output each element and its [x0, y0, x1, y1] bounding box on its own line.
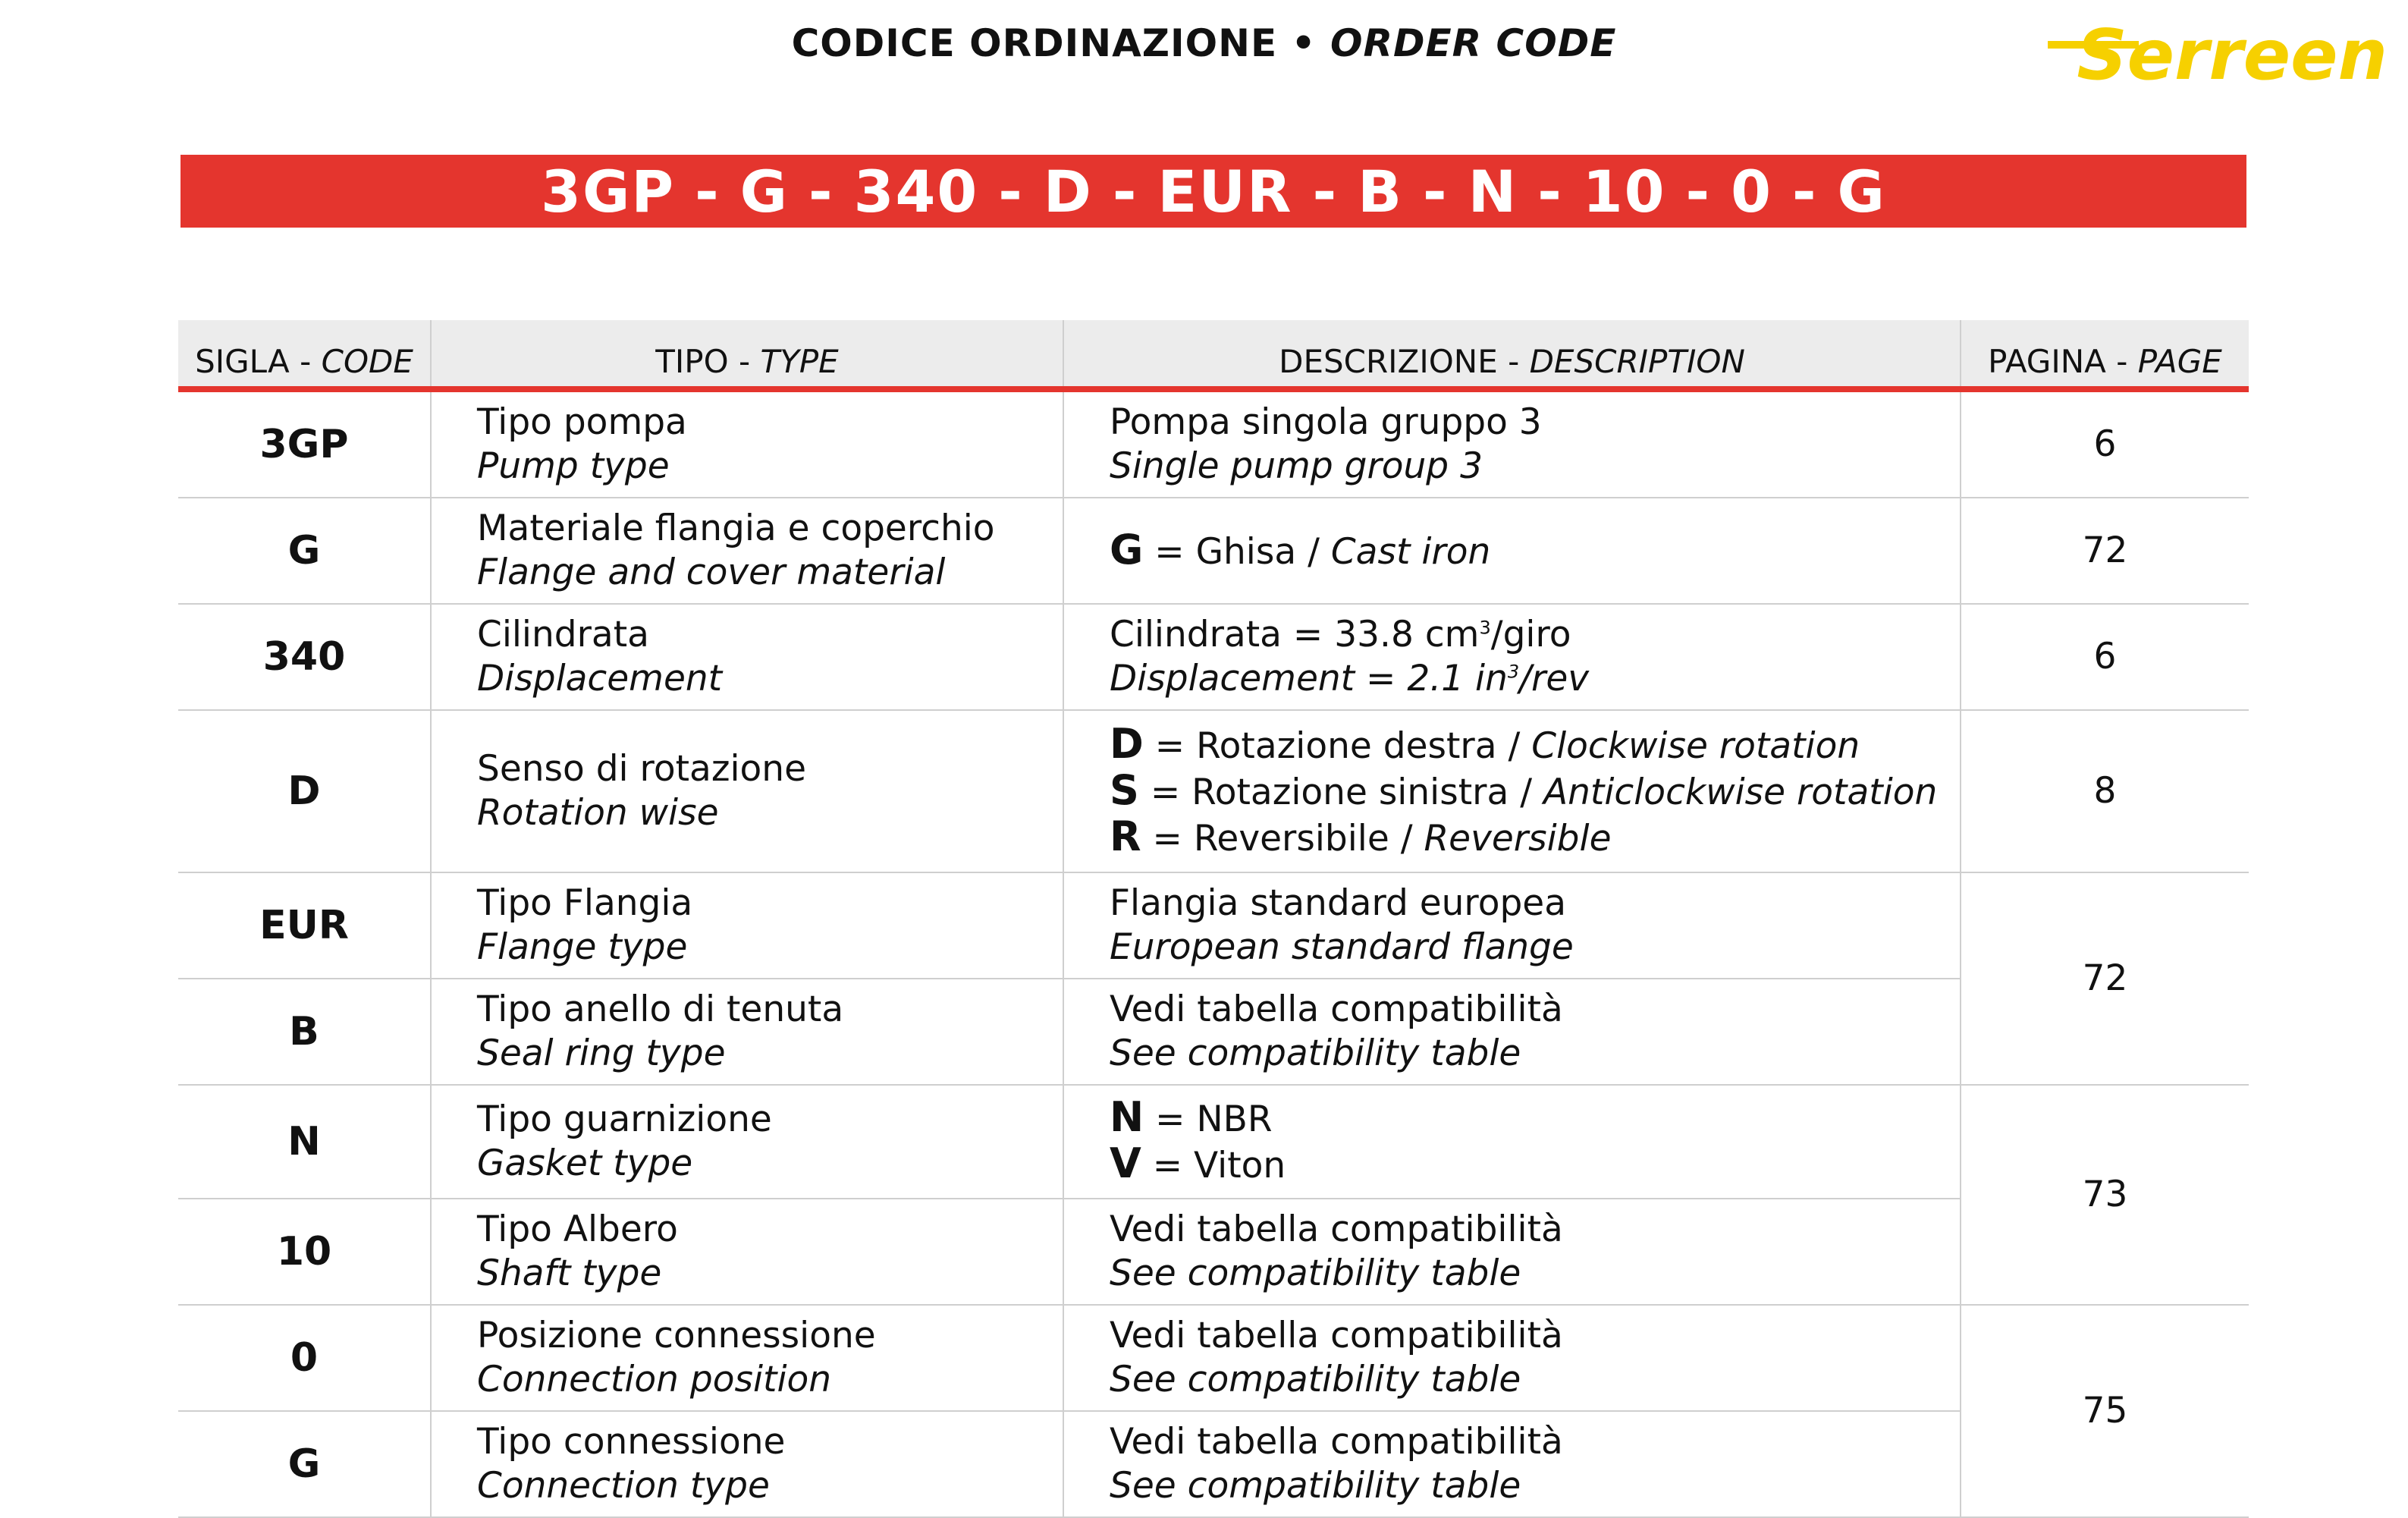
row-code: N: [178, 1085, 431, 1199]
row-type: Posizione connessione Connection position: [431, 1305, 1063, 1411]
row-type: Tipo connessione Connection type: [431, 1411, 1063, 1517]
row-code: 0: [178, 1305, 431, 1411]
table-row: [178, 1305, 2249, 1411]
code-separator: -: [1685, 157, 1712, 225]
row-description: G = Ghisa / Cast iron: [1063, 498, 1961, 604]
code-segment: D: [1043, 157, 1093, 225]
table-row: [178, 604, 2249, 710]
option-line: D = Rotazione destra / Clockwise rotation: [1110, 719, 1860, 768]
title-english: ORDER CODE: [1330, 21, 1617, 65]
row-description: Flangia standard europea European standard flange: [1063, 872, 1961, 979]
table-row: [178, 1411, 2249, 1517]
row-type: Tipo Albero Shaft type: [431, 1199, 1063, 1305]
option-line: V = Viton: [1110, 1139, 1286, 1187]
row-description: [1063, 1085, 1961, 1199]
row-page: 6: [1961, 604, 2249, 710]
code-segment: G: [739, 157, 790, 225]
row-description: Cilindrata = 33.8 $cm^3$/giro Displacement = 2.1 $in^3$/rev: [1063, 604, 1961, 710]
table-row: [178, 1199, 2249, 1305]
header-description: DESCRIZIONE - DESCRIPTION: [1063, 320, 1961, 389]
code-separator: -: [1312, 157, 1339, 225]
option-line: R = Reversibile / Reversible: [1110, 812, 1612, 860]
row-code: G: [178, 498, 431, 604]
row-code: 3GP: [178, 389, 431, 498]
row-page: 75: [1961, 1305, 2249, 1517]
row-description: Vedi tabella compatibilità See compatibility table: [1063, 1199, 1961, 1305]
row-description: Pompa singola gruppo 3 Single pump group 3: [1063, 389, 1961, 498]
row-page: 8: [1961, 710, 2249, 872]
row-page: 6: [1961, 389, 2249, 498]
row-type: Tipo guarnizione Gasket type: [431, 1085, 1063, 1199]
row-description: [1063, 710, 1961, 872]
brand-logo-graphic: [2048, 9, 2389, 93]
table-row: [178, 710, 2249, 872]
code-segment: 3GP: [541, 157, 676, 225]
code-separator: -: [695, 157, 721, 225]
row-page: 73: [1961, 1085, 2249, 1305]
code-segment: B: [1358, 157, 1404, 225]
code-separator: -: [998, 157, 1024, 225]
order-code-banner: [181, 155, 2246, 228]
row-type: Tipo anello di tenuta Seal ring type: [431, 979, 1063, 1085]
row-type: Tipo Flangia Flange type: [431, 872, 1063, 979]
row-type: Materiale flangia e coperchio Flange and cover material: [431, 498, 1063, 604]
code-segment: EUR: [1157, 157, 1293, 225]
row-code: 10: [178, 1199, 431, 1305]
header-code: SIGLA - CODE: [178, 320, 431, 389]
code-segment: G: [1837, 157, 1886, 225]
row-type: Cilindrata Displacement: [431, 604, 1063, 710]
code-separator: -: [1112, 157, 1138, 225]
title-bullet: •: [1291, 21, 1317, 65]
option-line: N = NBR: [1110, 1093, 1273, 1141]
table-row: [178, 872, 2249, 979]
brand-logo-text: Serreen: [2077, 14, 2388, 93]
row-description: Vedi tabella compatibilità See compatibility table: [1063, 1411, 1961, 1517]
row-code: 340: [178, 604, 431, 710]
code-separator: -: [1537, 157, 1563, 225]
table-row: [178, 1085, 2249, 1199]
row-code: G: [178, 1411, 431, 1517]
title-italian: CODICE ORDINAZIONE: [791, 21, 1278, 65]
page-title: [0, 21, 2408, 65]
code-separator: -: [808, 157, 834, 225]
row-description: Vedi tabella compatibilità See compatibility table: [1063, 979, 1961, 1085]
table-header-row: [178, 320, 2249, 389]
row-page: 72: [1961, 872, 2249, 1085]
row-type: Senso di rotazione Rotation wise: [431, 710, 1063, 872]
code-segment: N: [1468, 157, 1518, 225]
code-segment: 340: [853, 157, 979, 225]
row-type: Tipo pompa Pump type: [431, 389, 1063, 498]
brand-logo: [2048, 9, 2389, 93]
row-code: EUR: [178, 872, 431, 979]
row-description: Vedi tabella compatibilità See compatibility table: [1063, 1305, 1961, 1411]
order-code-table: [178, 320, 2249, 1518]
table-row: [178, 498, 2249, 604]
header-page: PAGINA - PAGE: [1961, 320, 2249, 389]
code-separator: -: [1423, 157, 1449, 225]
table-row: [178, 979, 2249, 1085]
row-page: 72: [1961, 498, 2249, 604]
row-code: B: [178, 979, 431, 1085]
header-type: TIPO - TYPE: [431, 320, 1063, 389]
code-segment: 0: [1731, 157, 1772, 225]
option-line: S = Rotazione sinistra / Anticlockwise rotation: [1110, 765, 1938, 814]
table-row: [178, 389, 2249, 498]
code-separator: -: [1791, 157, 1818, 225]
row-code: D: [178, 710, 431, 872]
code-segment: 10: [1582, 157, 1666, 225]
